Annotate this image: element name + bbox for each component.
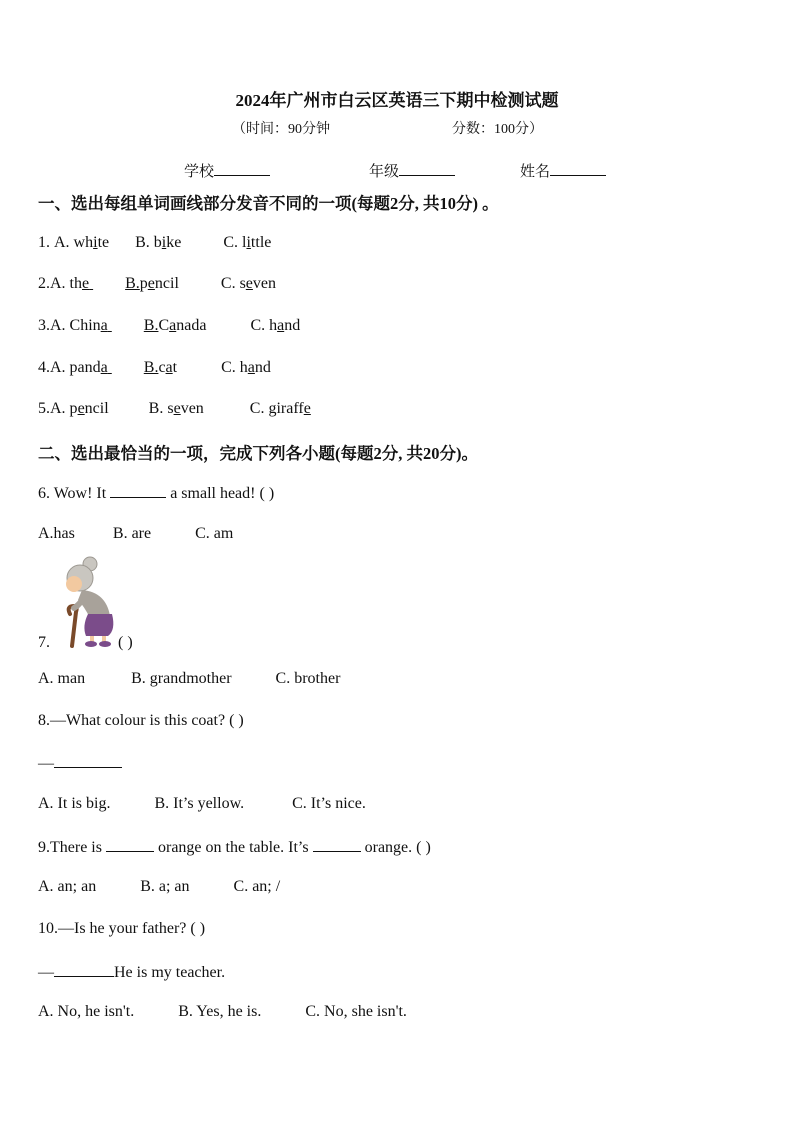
option-c[interactable]: C. an; / bbox=[233, 878, 281, 895]
option-c[interactable]: C. little bbox=[223, 234, 272, 251]
question-number: 4. bbox=[38, 359, 50, 376]
school-blank[interactable] bbox=[214, 161, 270, 176]
option-b[interactable]: B. Yes, he is. bbox=[178, 1003, 262, 1020]
option-a[interactable]: A. No, he isn't. bbox=[38, 1003, 135, 1020]
question-8: 8.—What colour is this coat? ( ) bbox=[38, 712, 244, 729]
page-title: 2024年广州市白云区英语三下期中检测试题 bbox=[235, 91, 559, 110]
question-1 bbox=[38, 234, 271, 252]
answer-blank-2[interactable] bbox=[313, 837, 361, 852]
question-10: 10.—Is he your father? ( ) bbox=[38, 920, 206, 937]
option-c[interactable]: C. hand bbox=[250, 317, 301, 334]
question-number: 2. bbox=[38, 275, 50, 292]
option-a[interactable]: A. man bbox=[38, 670, 86, 687]
option-b[interactable]: B. are bbox=[112, 525, 152, 542]
name-blank[interactable] bbox=[550, 161, 606, 176]
option-a[interactable]: A. panda B. bbox=[50, 359, 159, 376]
question-4 bbox=[38, 359, 271, 377]
option-b[interactable]: cat bbox=[158, 359, 178, 376]
option-b[interactable]: B. bike bbox=[135, 234, 182, 251]
grade-label: 年级 bbox=[369, 164, 400, 180]
school-field[interactable] bbox=[184, 160, 270, 181]
option-b[interactable]: B. It’s yellow. bbox=[154, 795, 245, 812]
answer-blank[interactable] bbox=[54, 753, 122, 768]
question-7: 7. ( ) bbox=[38, 634, 133, 651]
name-field[interactable] bbox=[520, 160, 606, 181]
option-c[interactable]: C. No, she isn't. bbox=[305, 1003, 407, 1020]
option-a[interactable]: A. the B. bbox=[50, 275, 140, 292]
option-a[interactable]: A. white bbox=[54, 234, 110, 251]
question-3 bbox=[38, 317, 300, 335]
option-c[interactable]: C. am bbox=[195, 525, 234, 542]
option-b[interactable]: B. a; an bbox=[140, 878, 190, 895]
question-10-answer-line: — He is my teacher. bbox=[38, 964, 226, 981]
option-c[interactable]: C. seven bbox=[220, 275, 277, 292]
question-10-options bbox=[38, 1003, 407, 1021]
option-c[interactable]: C. giraffe bbox=[249, 400, 311, 417]
question-8-options bbox=[38, 795, 366, 813]
question-number: 5. bbox=[38, 400, 50, 417]
question-9: 9.There is orange on the table. It’s orange. ( ) bbox=[38, 839, 431, 856]
option-b[interactable]: B. seven bbox=[148, 400, 204, 417]
question-6-options bbox=[38, 525, 233, 543]
question-number: 3. bbox=[38, 317, 50, 334]
question-9-options bbox=[38, 878, 280, 896]
section1-heading: 一、选出每组单词画线部分发音不同的一项(每题2分, 共10分) 。 bbox=[38, 194, 499, 213]
option-b[interactable]: pencil bbox=[139, 275, 179, 292]
option-b[interactable]: B. grandmother bbox=[131, 670, 232, 687]
answer-blank-1[interactable] bbox=[106, 837, 154, 852]
grade-blank[interactable] bbox=[399, 161, 455, 176]
question-6: 6. Wow! It a small head! ( ) bbox=[38, 485, 275, 502]
question-7-options bbox=[38, 670, 340, 688]
option-a[interactable]: A. China B. bbox=[50, 317, 159, 334]
option-c[interactable]: C. hand bbox=[221, 359, 271, 376]
option-a[interactable]: A. It is big. bbox=[38, 795, 111, 812]
option-a[interactable]: A. an; an bbox=[38, 878, 97, 895]
question-number: 7. bbox=[38, 634, 50, 651]
name-label: 姓名 bbox=[520, 164, 551, 180]
question-5 bbox=[38, 400, 311, 418]
option-b[interactable]: Canada bbox=[158, 317, 207, 334]
answer-blank[interactable] bbox=[110, 483, 166, 498]
section2-heading: 二、选出最恰当的一项，完成下列各小题(每题2分, 共20分)。 bbox=[38, 444, 478, 463]
option-a[interactable]: A.has bbox=[38, 525, 75, 542]
time-info: （时间：90分钟 bbox=[232, 122, 330, 137]
answer-blank[interactable] bbox=[54, 962, 114, 977]
question-8-answer-line: — bbox=[38, 753, 122, 773]
option-c[interactable]: C. brother bbox=[275, 670, 341, 687]
question-number: 1. bbox=[38, 234, 54, 251]
school-label: 学校 bbox=[184, 164, 215, 180]
option-c[interactable]: C. It’s nice. bbox=[292, 795, 366, 812]
grade-field[interactable] bbox=[369, 160, 455, 181]
question-2 bbox=[38, 275, 276, 293]
score-info: 分数：100分） bbox=[452, 122, 543, 137]
option-a[interactable]: A. pencil bbox=[50, 400, 109, 417]
